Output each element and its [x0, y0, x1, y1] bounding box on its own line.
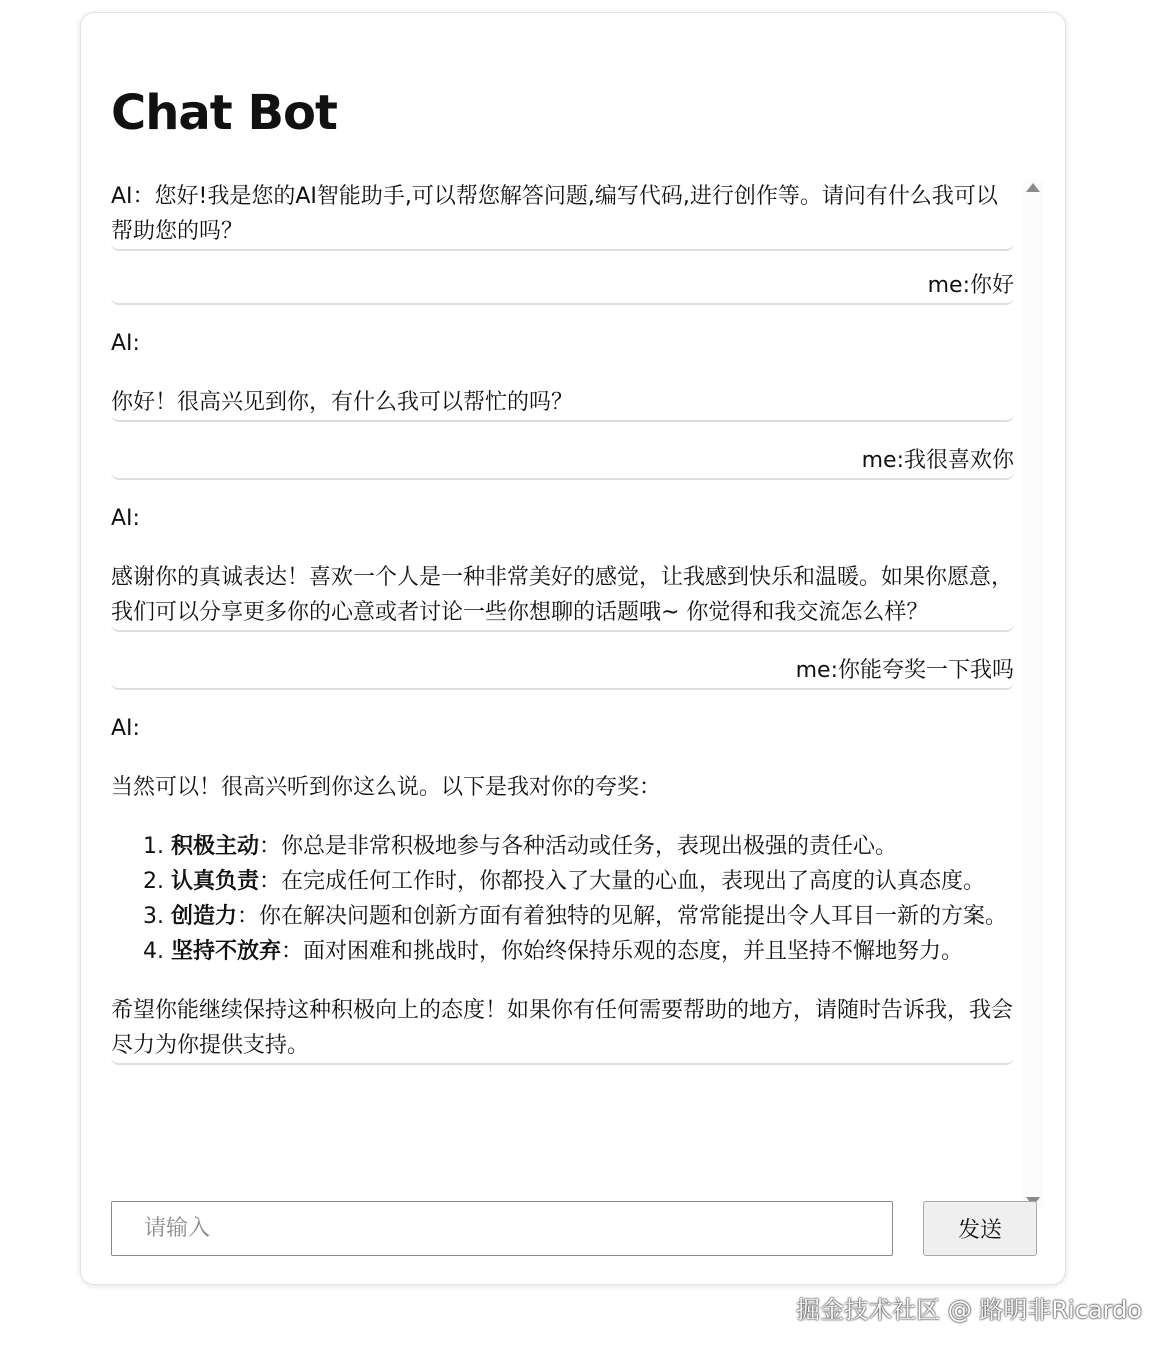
list-item-text: ：你在解决问题和创新方面有着独特的见解，常常能提出令人耳目一新的方案。: [237, 904, 1008, 929]
chat-card: [80, 12, 1066, 1285]
message-user: [111, 268, 1014, 305]
message-text: me:你好: [927, 273, 1014, 298]
message-prefix: AI:: [111, 716, 140, 741]
page-title: Chat Bot: [111, 85, 337, 141]
message-ai: [111, 179, 1014, 251]
message-ai: [111, 326, 1014, 422]
message-outro: 希望你能继续保持这种积极向上的态度！如果你有任何需要帮助的地方，请随时告诉我，我会尽力为你提供支持。: [111, 998, 1014, 1058]
scrollbar[interactable]: [1023, 179, 1043, 1206]
list-item-title: 认真负责: [171, 869, 260, 894]
message-prefix: AI:: [111, 331, 140, 356]
list-item: [171, 829, 1014, 864]
watermark: 掘金技术社区 @ 路明非Ricardo: [796, 1296, 1142, 1324]
message-text: AI：您好!我是您的AI智能助手,可以帮您解答问题,编写代码,进行创作等。请问有什么我可以帮助您的吗？: [111, 184, 998, 244]
message-user: [111, 653, 1014, 690]
praise-list: [111, 829, 1014, 969]
list-item: [171, 864, 1014, 899]
message-prefix: AI:: [111, 506, 140, 531]
list-item: [171, 899, 1014, 934]
message-ai: [111, 501, 1014, 632]
message-user: [111, 443, 1014, 480]
message-intro: 当然可以！很高兴听到你这么说。以下是我对你的夸奖：: [111, 775, 662, 800]
message-text: 你好！很高兴见到你，有什么我可以帮忙的吗？: [111, 390, 574, 415]
message-list[interactable]: [111, 179, 1043, 1206]
message-input[interactable]: [111, 1201, 893, 1256]
list-item-text: ：面对困难和挑战时，你始终保持乐观的态度，并且坚持不懈地努力。: [281, 939, 964, 964]
list-item-title: 坚持不放弃: [171, 939, 282, 964]
list-item-title: 积极主动: [171, 834, 260, 859]
message-ai: [111, 711, 1014, 1065]
list-item-text: ：在完成任何工作时，你都投入了大量的心血，表现出了高度的认真态度。: [259, 869, 986, 894]
list-item-title: 创造力: [171, 904, 238, 929]
list-item-text: ：你总是非常积极地参与各种活动或任务，表现出极强的责任心。: [259, 834, 898, 859]
message-text: 感谢你的真诚表达！喜欢一个人是一种非常美好的感觉，让我感到快乐和温暖。如果你愿意，我们可以分享更多你的心意或者讨论一些你想聊的话题哦~ 你觉得和我交流怎么样？: [111, 565, 1014, 625]
message-text: me:我很喜欢你: [861, 448, 1014, 473]
message-text: me:你能夸奖一下我吗: [795, 658, 1014, 683]
send-button[interactable]: 发送: [923, 1201, 1037, 1256]
list-item: [171, 934, 1014, 969]
scroll-up-arrow-icon[interactable]: [1026, 183, 1040, 192]
